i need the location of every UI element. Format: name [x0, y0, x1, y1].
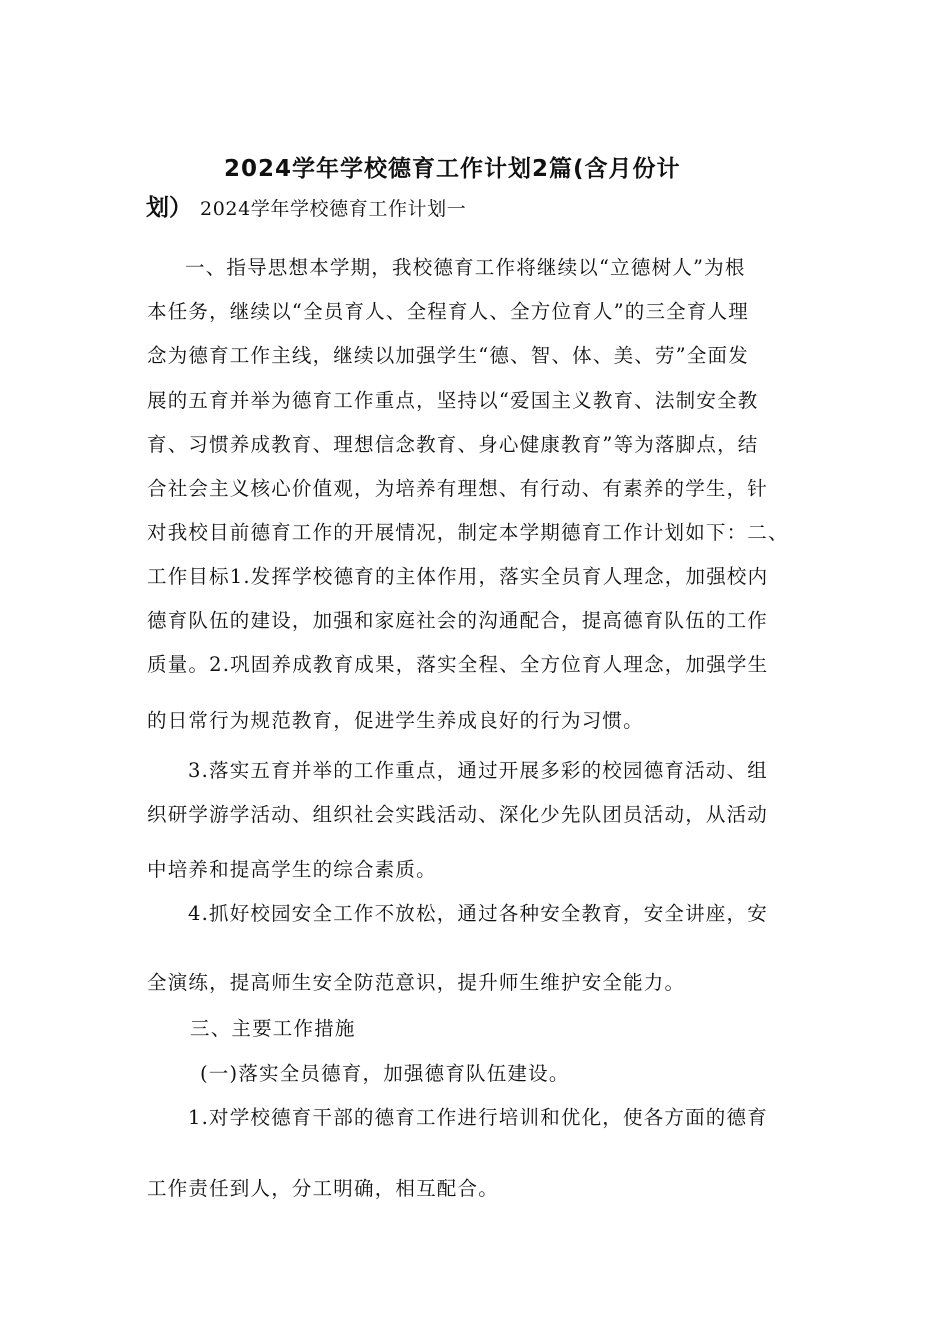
paragraph-line: 育、习惯养成教育、理想信念教育、身心健康教育”等为落脚点，结 [147, 433, 759, 456]
paragraph-line: 工作目标1.发挥学校德育的主体作用，落实全员育人理念，加强校内 [147, 565, 769, 588]
paragraph-line: 4.抓好校园安全工作不放松，通过各种安全教育，安全讲座，安 [188, 902, 768, 925]
paragraph-line: 3.落实五育并举的工作重点，通过开展多彩的校园德育活动、组 [188, 759, 768, 782]
subsection-heading: (一)落实全员德育，加强德育队伍建设。 [200, 1062, 570, 1085]
paragraph-line: 的日常行为规范教育，促进学生养成良好的行为习惯。 [147, 709, 644, 732]
paragraph-line: 本任务，继续以“全员育人、全程育人、全方位育人”的三全育人理 [147, 300, 749, 323]
document-title-continued: 划） [146, 195, 192, 221]
paragraph-line: 对我校目前德育工作的开展情况，制定本学期德育工作计划如下：二、 [147, 521, 789, 544]
paragraph-line: 1.对学校德育干部的德育工作进行培训和优化，使各方面的德育 [188, 1106, 768, 1129]
paragraph-line: 合社会主义核心价值观，为培养有理想、有行动、有素养的学生，针 [147, 477, 769, 500]
paragraph-line: 质量。2.巩固养成教育成果，落实全程、全方位育人理念，加强学生 [147, 653, 769, 676]
paragraph-line: 一、指导思想本学期，我校德育工作将继续以“立德树人”为根 [185, 256, 746, 279]
paragraph-line: 织研学游学活动、组织社会实践活动、深化少先队团员活动，从活动 [147, 803, 769, 826]
section-heading: 2024学年学校德育工作计划一 [200, 198, 467, 220]
paragraph-line: 念为德育工作主线，继续以加强学生“德、智、体、美、劳”全面发 [147, 344, 749, 367]
paragraph-line: 中培养和提高学生的综合素质。 [147, 858, 437, 881]
paragraph-line: 德育队伍的建设，加强和家庭社会的沟通配合，提高德育队伍的工作 [147, 609, 769, 632]
section-heading: 三、主要工作措施 [190, 1017, 356, 1040]
document-title: 2024学年学校德育工作计划2篇(含月份计 [224, 156, 681, 182]
paragraph-line: 全演练，提高师生安全防范意识，提升师生维护安全能力。 [147, 971, 686, 994]
paragraph-line: 工作责任到人，分工明确，相互配合。 [147, 1177, 499, 1200]
paragraph-line: 展的五育并举为德育工作重点，坚持以“爱国主义教育、法制安全教 [147, 389, 759, 412]
